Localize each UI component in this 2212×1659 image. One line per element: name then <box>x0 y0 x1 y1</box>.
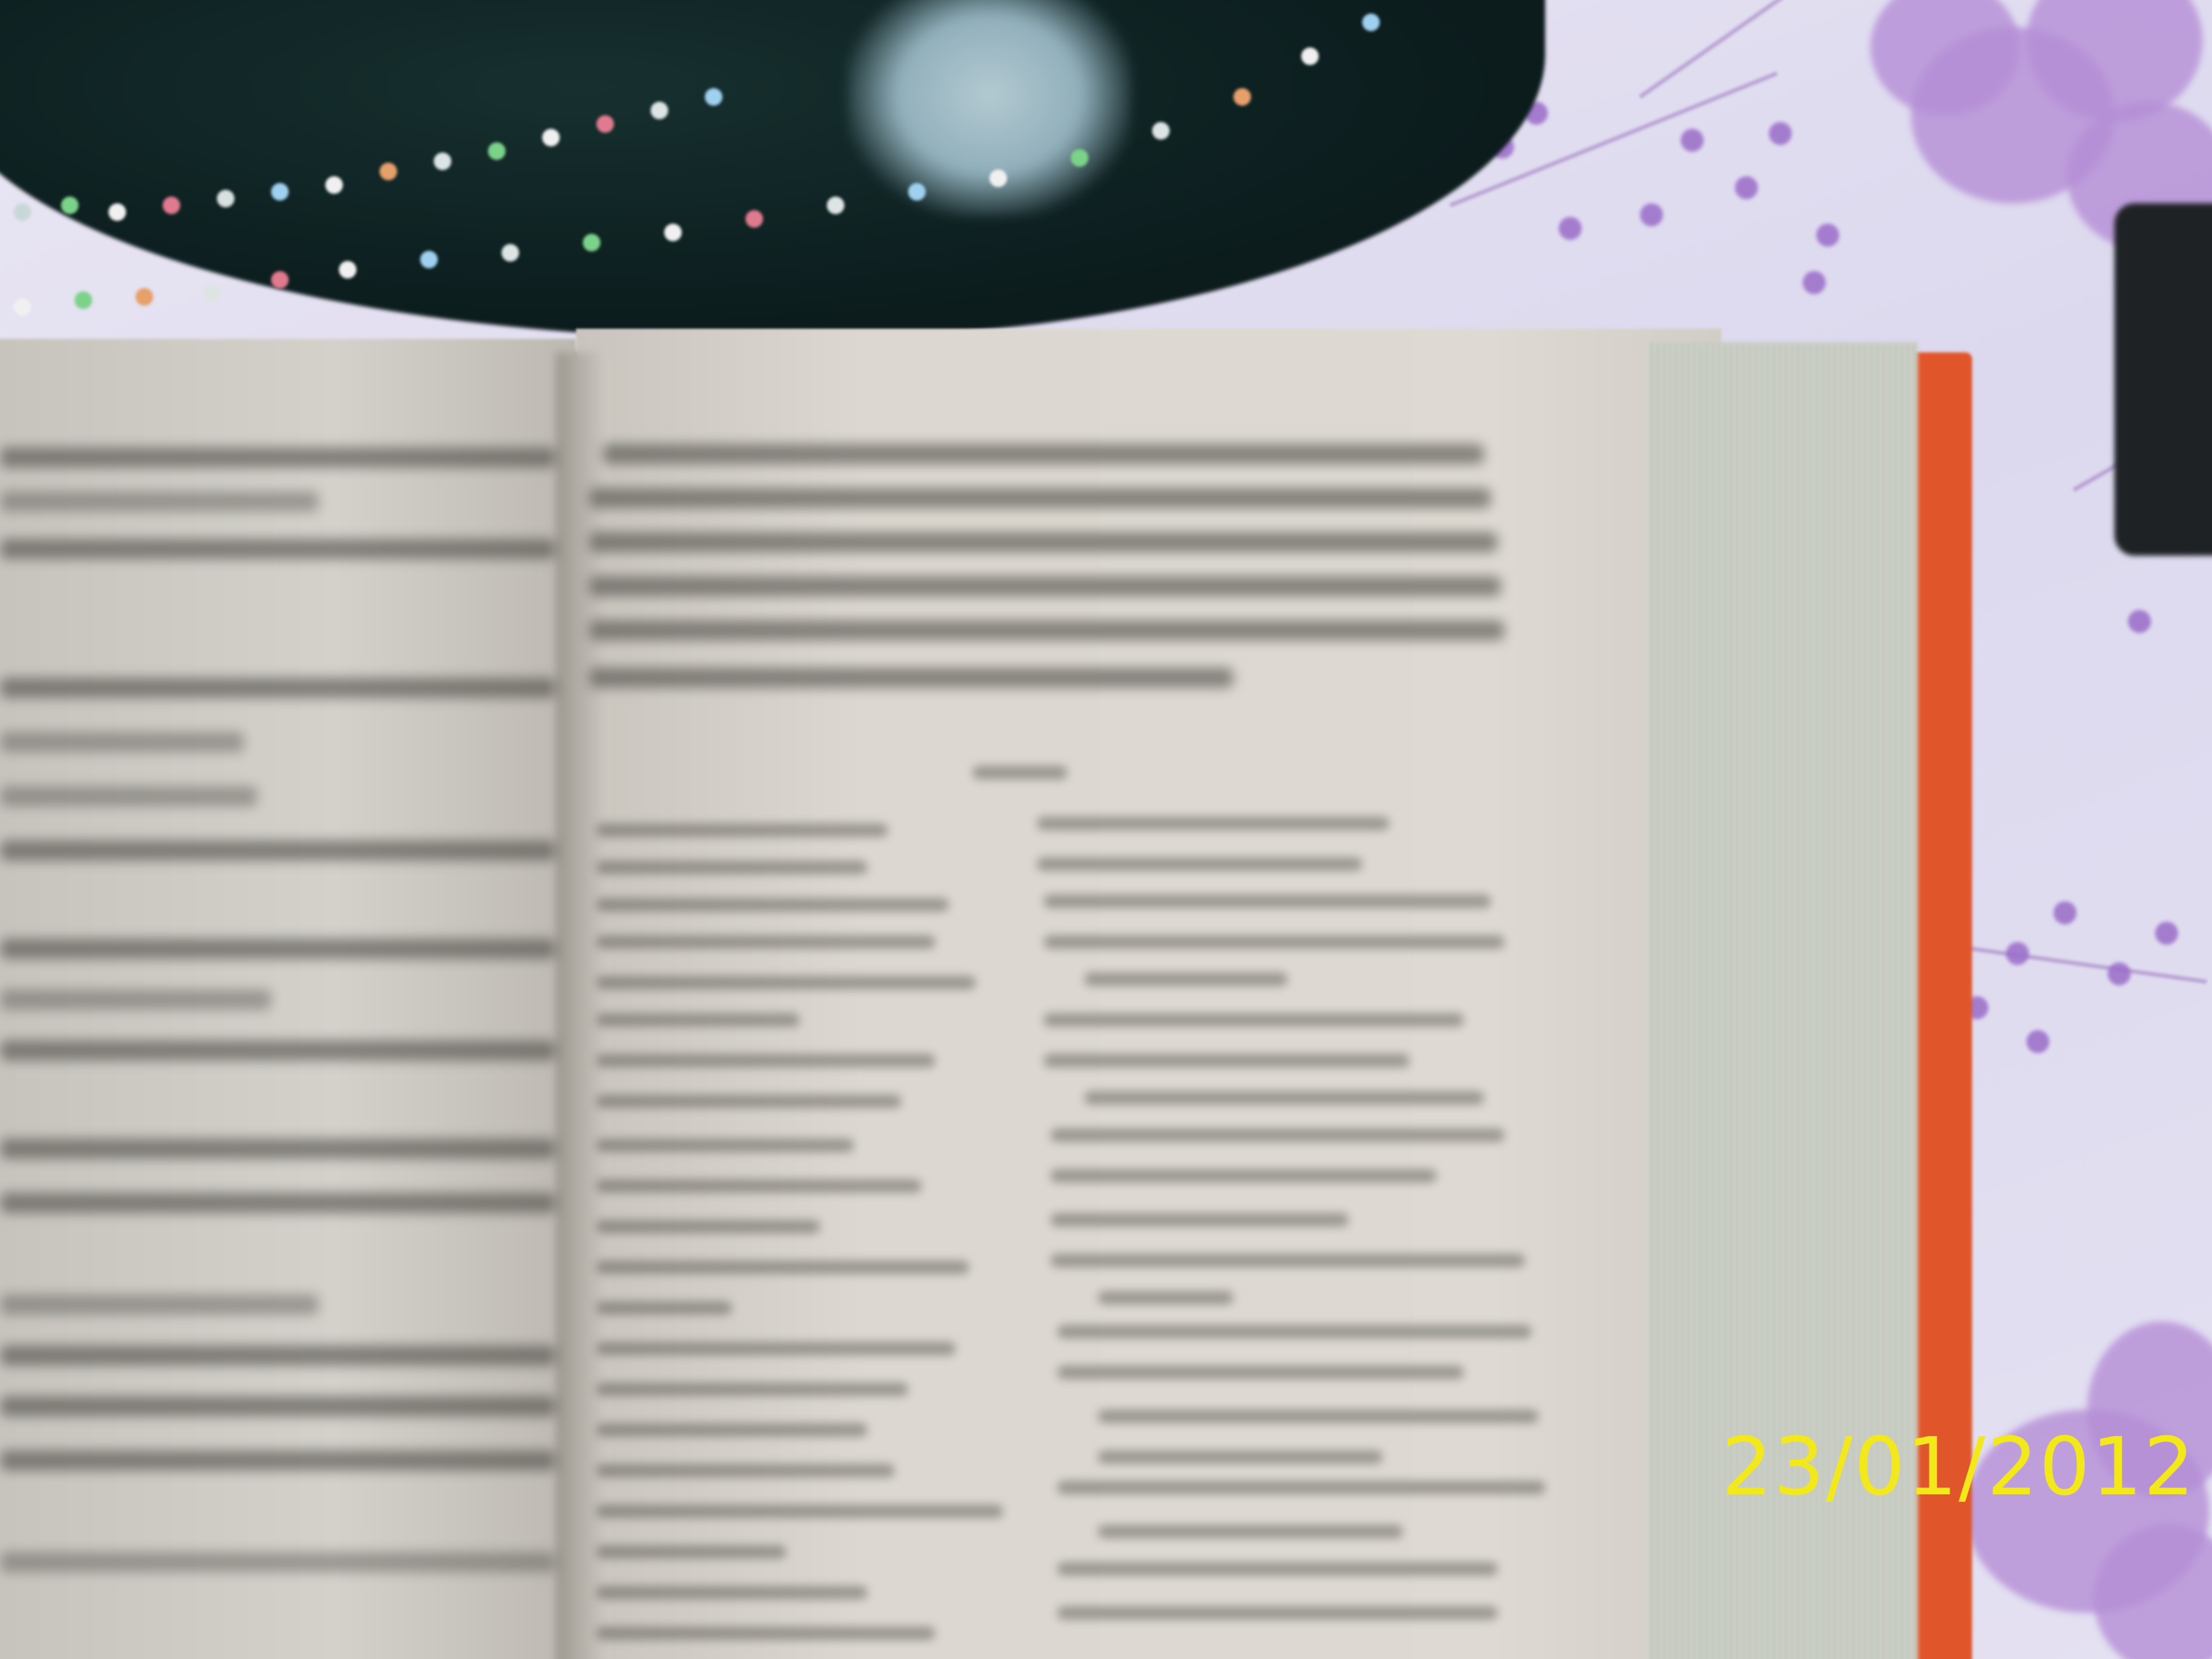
vocab-line <box>596 1094 901 1108</box>
bead <box>339 261 356 279</box>
text-line <box>0 786 258 806</box>
flower-stem <box>1639 0 1874 98</box>
bead <box>1233 88 1251 106</box>
text-line <box>0 1040 556 1061</box>
bead <box>380 163 397 180</box>
bead <box>488 142 506 160</box>
vocab-line <box>596 1464 895 1477</box>
vocab-line <box>1057 1606 1498 1620</box>
remote-control <box>2114 203 2212 556</box>
vocab-line <box>596 1382 908 1396</box>
vocab-line <box>1057 1325 1532 1338</box>
bead <box>596 115 614 133</box>
bead <box>163 197 180 214</box>
bead <box>1301 47 1319 65</box>
vocab-line <box>596 1423 867 1437</box>
vocab-line <box>1050 1169 1437 1183</box>
flower-berry <box>1735 176 1758 199</box>
vocab-line <box>1098 1291 1233 1305</box>
flower-berry <box>1681 129 1704 152</box>
text-line <box>590 620 1504 640</box>
vocab-line <box>596 935 935 949</box>
vocab-line <box>1084 1091 1484 1105</box>
text-line <box>590 668 1233 688</box>
bead <box>1362 14 1380 31</box>
vocab-line <box>596 1261 969 1274</box>
vocab-line <box>1037 817 1389 830</box>
bead <box>705 88 722 106</box>
bead <box>420 251 438 268</box>
text-line <box>0 1139 556 1159</box>
bead <box>664 224 682 241</box>
text-line <box>0 1552 556 1572</box>
flower-berry <box>1640 203 1663 226</box>
text-line <box>0 732 244 752</box>
bead <box>14 203 31 221</box>
text-line <box>0 1450 556 1471</box>
vocab-line <box>596 1013 800 1027</box>
bead <box>434 152 451 170</box>
bead <box>1071 149 1088 167</box>
flower-berry <box>2108 962 2131 985</box>
bead <box>108 203 126 221</box>
bead <box>271 271 289 289</box>
bead <box>827 197 844 214</box>
text-line <box>0 1396 556 1416</box>
text-line <box>590 488 1491 508</box>
date-stamp: 23/01/2012 <box>1721 1420 2196 1513</box>
vocab-line <box>1050 1254 1525 1267</box>
vocab-line <box>1044 1013 1464 1027</box>
bead <box>908 183 926 201</box>
vocab-line <box>1098 1410 1538 1423</box>
flower-berry <box>1803 271 1826 294</box>
vocab-line <box>596 1220 820 1233</box>
bead <box>136 288 153 306</box>
flower-berry <box>1559 217 1582 240</box>
bead <box>1152 122 1170 140</box>
vocab-line <box>1050 1128 1504 1142</box>
flower-berry <box>1816 224 1839 247</box>
bead <box>75 291 92 309</box>
vocab-line <box>1050 1213 1349 1227</box>
flower-berry <box>2006 942 2029 965</box>
text-line <box>0 1294 319 1315</box>
text-line <box>590 532 1498 552</box>
text-line <box>0 1193 556 1213</box>
text-line <box>0 447 556 468</box>
bead <box>651 102 668 119</box>
flower-berry <box>2155 922 2178 945</box>
text-line <box>0 1345 556 1366</box>
bead <box>542 129 560 146</box>
text-line <box>0 939 556 959</box>
vocab-line <box>596 1139 854 1152</box>
text-line <box>0 491 319 512</box>
bead <box>583 234 600 251</box>
heading-line <box>972 766 1067 779</box>
text-line <box>0 678 556 698</box>
vocab-line <box>1098 1450 1382 1464</box>
text-line <box>603 444 1484 464</box>
flower-stem <box>1938 942 2207 984</box>
vocab-line <box>596 1301 732 1315</box>
flower-berry <box>2128 610 2151 633</box>
text-line <box>0 840 556 861</box>
vocab-line <box>1044 935 1504 949</box>
vocab-line <box>596 1586 867 1599</box>
vocab-line <box>1057 1562 1498 1576</box>
vocab-line <box>596 1626 935 1640</box>
vocab-line <box>596 861 867 874</box>
vocab-line <box>596 1054 935 1067</box>
vocab-line <box>1084 972 1288 986</box>
flower-berry <box>2053 901 2076 924</box>
flower-berry <box>2026 1030 2049 1053</box>
text-line <box>0 539 556 559</box>
bead <box>203 285 221 302</box>
vocab-line <box>596 823 888 837</box>
vocab-line <box>596 898 949 912</box>
bead <box>61 197 79 214</box>
vocab-line <box>1057 1366 1464 1379</box>
glitter-patch <box>847 0 1132 217</box>
bead <box>271 183 289 201</box>
vocab-line <box>1044 895 1491 908</box>
bead <box>14 298 31 316</box>
vocab-line <box>1044 1054 1410 1067</box>
bead <box>745 210 763 228</box>
vocab-line <box>596 976 976 989</box>
bead <box>501 244 519 262</box>
flower-berry <box>1769 122 1792 145</box>
text-line <box>590 576 1501 596</box>
vocab-line <box>1098 1525 1403 1538</box>
vocab-line <box>596 1342 956 1355</box>
vocab-line <box>1057 1481 1545 1494</box>
vocab-line <box>596 1179 922 1193</box>
vocab-line <box>596 1504 1003 1518</box>
vocab-line <box>1037 857 1362 871</box>
text-line <box>0 989 271 1010</box>
bead <box>217 190 234 207</box>
vocab-line <box>596 1545 786 1559</box>
bead <box>325 176 343 194</box>
bead <box>989 169 1007 187</box>
